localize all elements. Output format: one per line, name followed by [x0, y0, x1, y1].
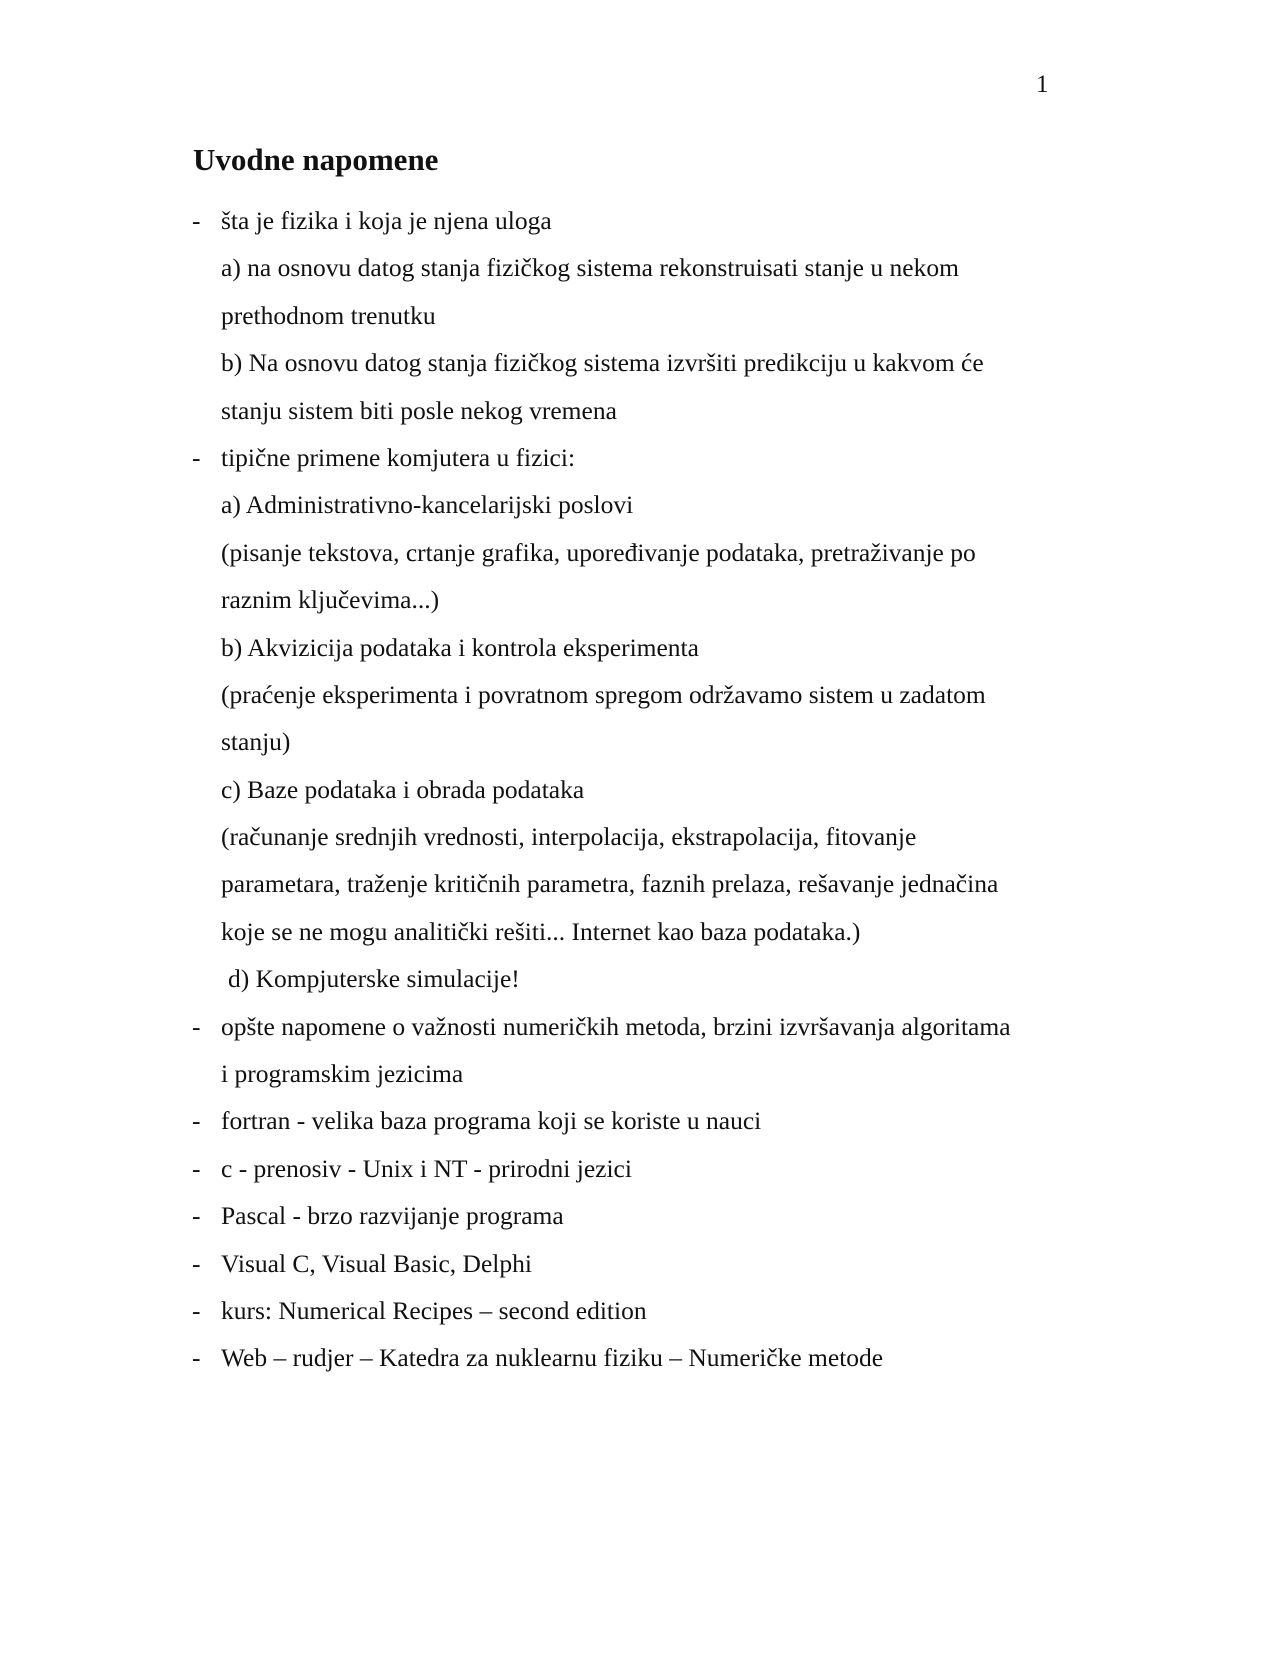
list-item [0, 387, 1280, 434]
bullet-dash: - [192, 1201, 201, 1231]
page-number: 1 [1036, 71, 1049, 98]
list-item [0, 339, 1280, 386]
line-text: tipične primene komjutera u fizici: [221, 442, 576, 472]
bullet-dash: - [192, 1106, 201, 1136]
list-item [0, 1145, 1280, 1192]
line-text: parametara, traženje kritičnih parametra, faznih prelaza, rešavanje jednačina [221, 869, 999, 899]
bullet-dash: - [192, 1011, 201, 1041]
line-text: a) Administrativno-kancelarijski poslovi [221, 490, 634, 520]
list-item [0, 813, 1280, 860]
bullet-dash: - [192, 1343, 201, 1373]
list-item [0, 197, 1280, 244]
line-text: prethodnom trenutku [221, 300, 436, 330]
line-text: Pascal - brzo razvijanje programa [221, 1201, 564, 1231]
line-text: fortran - velika baza programa koji se koriste u nauci [221, 1106, 762, 1136]
line-text: koje se ne mogu analitički rešiti... Internet kao baza podataka.) [221, 916, 861, 946]
list-item [0, 1050, 1280, 1097]
line-text: kurs: Numerical Recipes – second edition [221, 1295, 647, 1325]
list-item [0, 576, 1280, 623]
line-text: i programskim jezicima [221, 1059, 464, 1089]
list-item [0, 1287, 1280, 1334]
list-item [0, 244, 1280, 291]
line-text: b) Akvizicija podataka i kontrola eksperimenta [221, 632, 699, 662]
line-text: opšte napomene o važnosti numeričkih metoda, brzini izvršavanja algoritama [221, 1011, 1011, 1041]
line-text: a) na osnovu datog stanja fizičkog sistema rekonstruisati stanje u nekom [221, 253, 959, 283]
bullet-dash: - [192, 1153, 201, 1183]
bullet-dash: - [192, 1248, 201, 1278]
list-item [0, 766, 1280, 813]
list-item [0, 908, 1280, 955]
list-item [0, 860, 1280, 907]
list-item [0, 1240, 1280, 1287]
list-item [0, 718, 1280, 765]
line-text: b) Na osnovu datog stanja fizičkog sistema izvršiti predikciju u kakvom će [221, 348, 984, 378]
line-text: (praćenje eksperimenta i povratnom spregom održavamo sistem u zadatom [221, 679, 986, 709]
page-title: Uvodne napomene [193, 142, 439, 177]
line-text: (pisanje tekstova, crtanje grafika, upoređivanje podataka, pretraživanje po [221, 537, 976, 567]
line-text: d) Kompjuterske simulacije! [228, 964, 520, 994]
line-text: c) Baze podataka i obrada podataka [221, 774, 585, 804]
list-item [0, 1097, 1280, 1144]
line-text: (računanje srednjih vrednosti, interpolacija, ekstrapolacija, fitovanje [221, 822, 917, 852]
bullet-dash: - [192, 206, 201, 235]
list-item [0, 1334, 1280, 1381]
list-item [0, 624, 1280, 671]
list-item [0, 955, 1280, 1002]
list-item [0, 481, 1280, 528]
line-text: stanju sistem biti posle nekog vremena [221, 395, 617, 425]
list-item [0, 1003, 1280, 1050]
line-text: šta je fizika i koja je njena uloga [221, 206, 552, 235]
line-text: Visual C, Visual Basic, Delphi [221, 1248, 532, 1278]
list-item [0, 529, 1280, 576]
line-text: raznim ključevima...) [221, 585, 440, 615]
line-text: c - prenosiv - Unix i NT - prirodni jezici [221, 1153, 632, 1183]
line-text: stanju) [221, 727, 291, 757]
list-item [0, 671, 1280, 718]
line-text: Web – rudjer – Katedra za nuklearnu fiziku – Numeričke metode [221, 1343, 884, 1373]
notes-list [0, 197, 1280, 1382]
bullet-dash: - [192, 1295, 201, 1325]
list-item [0, 292, 1280, 339]
bullet-dash: - [192, 442, 201, 472]
list-item [0, 1192, 1280, 1239]
list-item [0, 434, 1280, 481]
